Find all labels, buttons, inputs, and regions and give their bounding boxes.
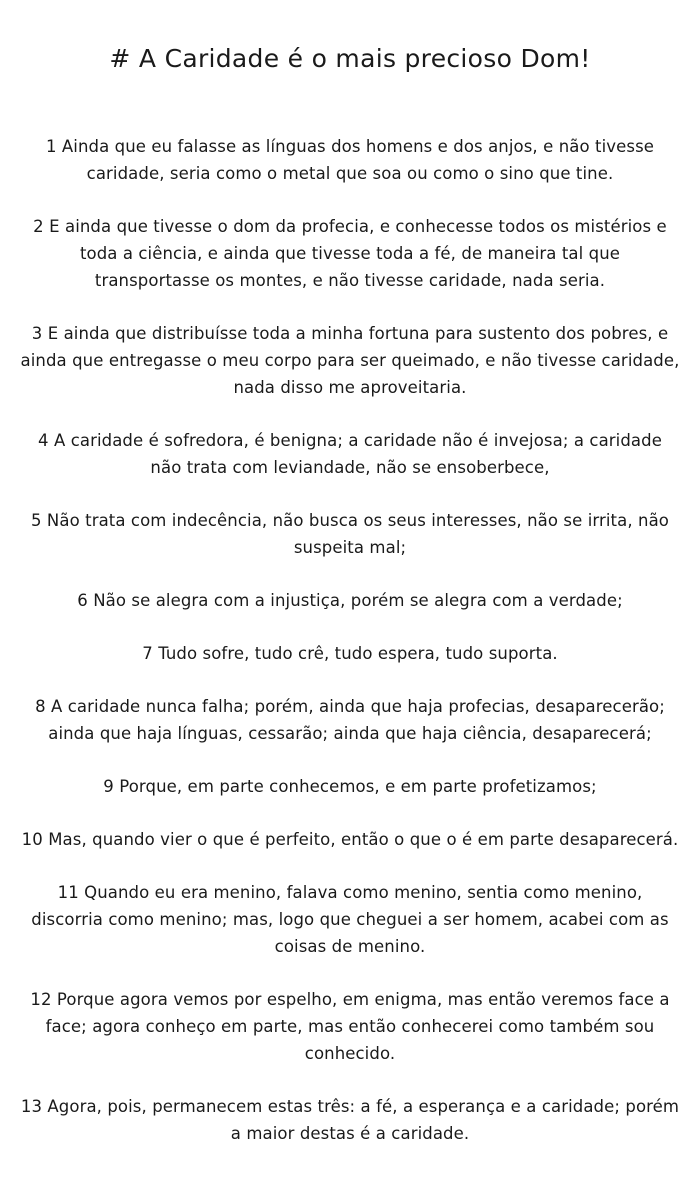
verse-5: 5 Não trata com indecência, não busca os seus interesses, não se irrita, não suspeita mal; [30, 511, 669, 557]
verse-8: 8 A caridade nunca falha; porém, ainda que haja profecias, desaparecerão; ainda que haja línguas, cessarão; ainda que haja ciência, desaparecerá; [35, 697, 665, 743]
verse-12: 12 Porque agora vemos por espelho, em enigma, mas então veremos face a face; agora conheço em parte, mas então conhecerei como também sou conhecido. [30, 990, 670, 1063]
verse-9: 9 Porque, em parte conhecemos, e em parte profetizamos; [103, 777, 597, 796]
verse-3: 3 E ainda que distribuísse toda a minha fortuna para sustento dos pobres, e ainda que entregasse o meu corpo para ser queimado, e não tivesse caridade, nada disso me aproveitaria. [20, 324, 680, 397]
verse-7: 7 Tudo sofre, tudo crê, tudo espera, tudo suporta. [142, 644, 558, 663]
verse-1: 1 Ainda que eu falasse as línguas dos homens e dos anjos, e não tivesse caridade, seria como o metal que soa ou como o sino que tine. [45, 137, 655, 183]
verse-list [20, 133, 680, 1147]
verse-13: 13 Agora, pois, permanecem estas três: a fé, a esperança e a caridade; porém a maior destas é a caridade. [20, 1097, 680, 1143]
verse-6: 6 Não se alegra com a injustiça, porém se alegra com a verdade; [77, 591, 623, 610]
page-title: # A Caridade é o mais precioso Dom! [109, 44, 591, 73]
verse-2: 2 E ainda que tivesse o dom da profecia, e conhecesse todos os mistérios e toda a ciência, e ainda que tivesse toda a fé, de maneira tal que transportasse os montes, e não tivesse caridade, nada seria. [33, 217, 667, 290]
verse-10: 10 Mas, quando vier o que é perfeito, então o que o é em parte desaparecerá. [21, 830, 679, 849]
verse-11: 11 Quando eu era menino, falava como menino, sentia como menino, discorria como menino; mas, logo que cheguei a ser homem, acabei com as coisas de menino. [31, 883, 669, 956]
verse-4: 4 A caridade é sofredora, é benigna; a caridade não é invejosa; a caridade não trata com leviandade, não se ensoberbece, [38, 431, 662, 477]
